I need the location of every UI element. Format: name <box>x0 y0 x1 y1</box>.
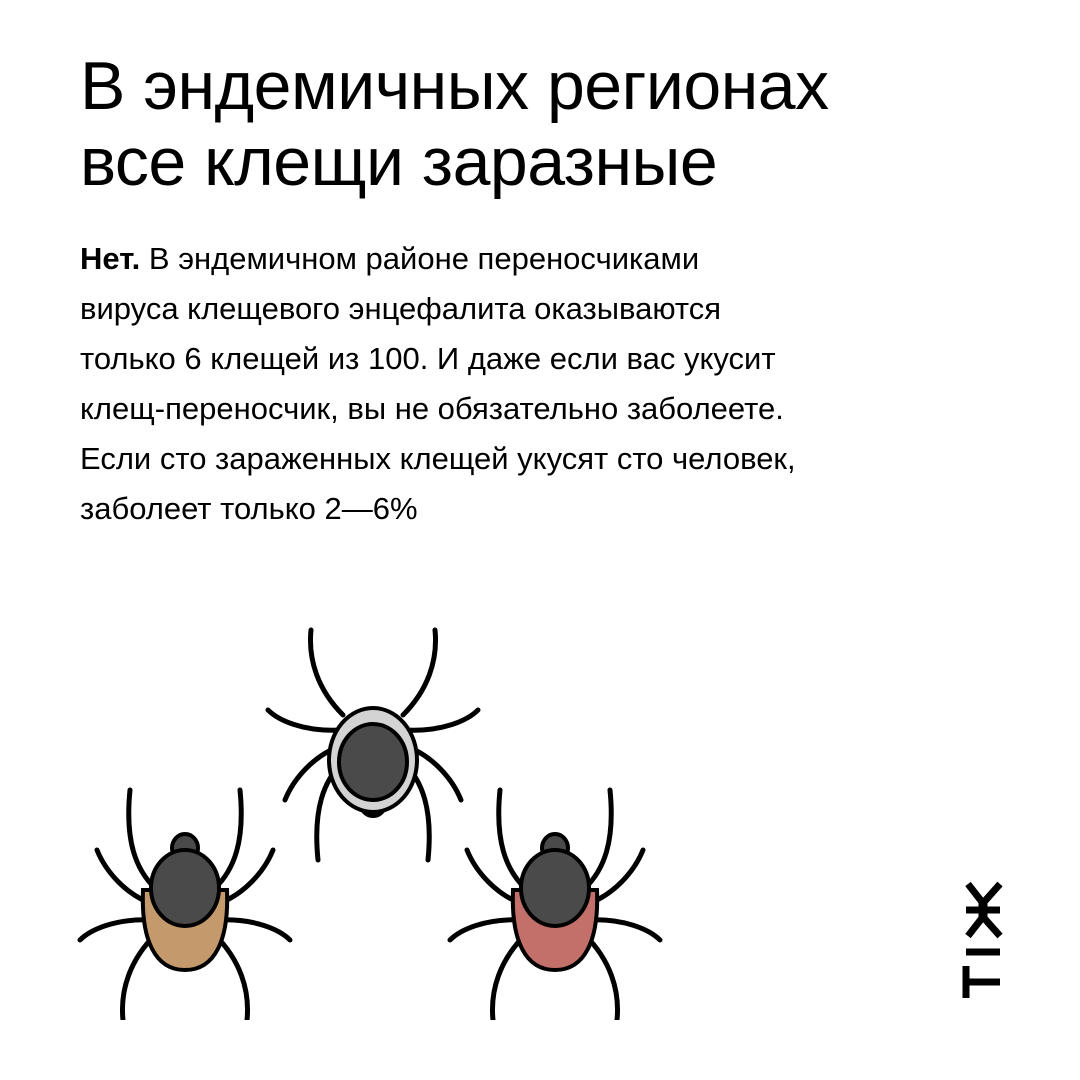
title-line-2: все клещи заразные <box>80 124 718 200</box>
body-line-1-text: В эндемичном районе переносчиками <box>148 241 700 276</box>
body-paragraph <box>80 234 1020 534</box>
title-line-1: В эндемичных регионах <box>80 48 829 124</box>
body-lead: Нет. <box>80 241 141 276</box>
tick-pink <box>450 790 660 1020</box>
tick-gray <box>268 630 478 860</box>
body-line-2: вируса клещевого энцефалита оказываются <box>80 291 722 326</box>
body-line-3: только 6 клещей из 100. И даже если вас укусит <box>80 341 776 376</box>
tick-tan <box>80 790 290 1020</box>
body-line-5: Если сто зараженных клещей укусят сто человек, <box>80 441 796 476</box>
body-line-6: заболеет только 2—6% <box>80 491 418 526</box>
body-line-4: клещ-переносчик, вы не обязательно заболеете. <box>80 391 784 426</box>
ticks-illustration <box>60 620 700 1020</box>
page-title <box>80 48 1020 200</box>
body-line-1 <box>80 234 1020 284</box>
tinkoff-journal-logo <box>960 874 1016 1004</box>
